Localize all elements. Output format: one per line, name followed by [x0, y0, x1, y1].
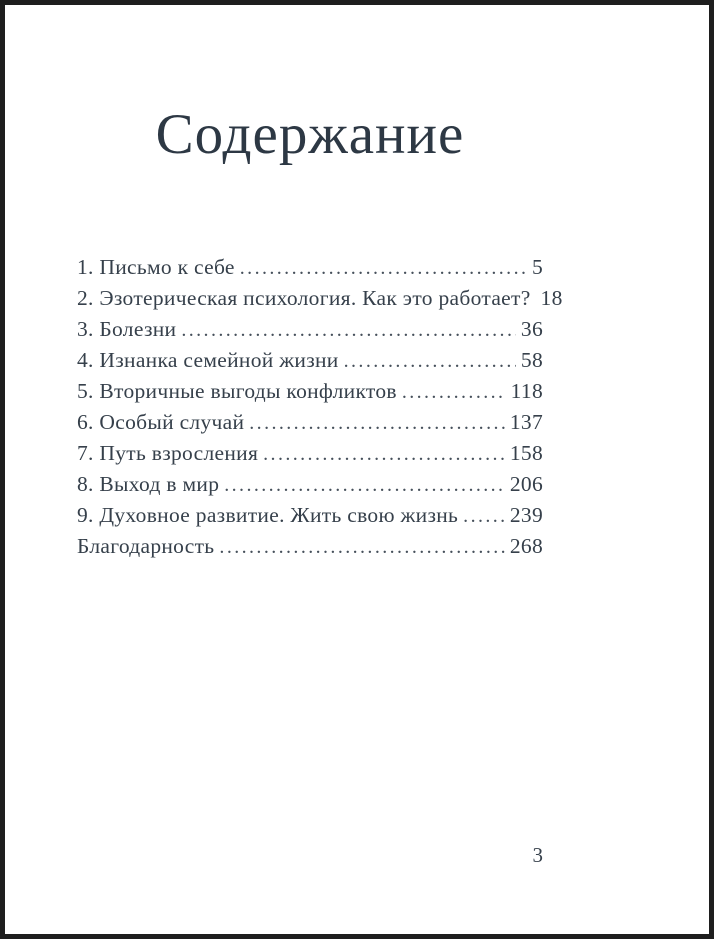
- toc-entry-label: 5. Вторичные выгоды конфликтов: [77, 379, 397, 403]
- toc-entry-label: 2. Эзотерическая психология. Как это работает?: [77, 286, 531, 310]
- toc-entry-page: 18: [540, 286, 563, 310]
- toc-row: [77, 283, 563, 314]
- toc-leader-dots: [344, 345, 516, 377]
- toc-row: [77, 500, 543, 531]
- toc-entry-label: 1. Письмо к себе: [77, 255, 235, 279]
- toc-row: [77, 438, 543, 469]
- toc-entry-label: 4. Изнанка семейной жизни: [77, 348, 339, 372]
- toc-entry-label: 6. Особый случай: [77, 410, 245, 434]
- type-block: [77, 5, 563, 562]
- toc-row: [77, 314, 543, 345]
- toc-leader-dots: [219, 531, 504, 563]
- toc-leader-dots: [263, 438, 505, 470]
- toc-entry-page: 268: [509, 534, 543, 558]
- toc-leader-dots: [463, 500, 505, 532]
- toc-entry-label: 7. Путь взросления: [77, 441, 259, 465]
- toc-row: [77, 531, 543, 562]
- toc-entry-page: 239: [509, 503, 543, 527]
- toc-entry-page: 36: [520, 317, 543, 341]
- toc-leader-dots: [224, 469, 505, 501]
- toc-leader-dots: [402, 376, 506, 408]
- page-number-folio: 3: [532, 843, 543, 867]
- toc-leader-dots: [240, 252, 527, 284]
- toc-leader-dots: [181, 314, 516, 346]
- toc-row: [77, 407, 543, 438]
- toc-entry-page: 137: [509, 410, 543, 434]
- toc-entry-page: 158: [509, 441, 543, 465]
- toc-entry-page: 206: [509, 472, 543, 496]
- toc-entry-label: 3. Болезни: [77, 317, 177, 341]
- toc-list: [77, 252, 563, 562]
- toc-leader-dots: [249, 407, 505, 439]
- toc-entry-page: 58: [520, 348, 543, 372]
- page-title: Содержание: [155, 103, 465, 166]
- toc-entry-label: 8. Выход в мир: [77, 472, 220, 496]
- toc-entry-label: 9. Духовное развитие. Жить свою жизнь: [77, 503, 459, 527]
- toc-row: [77, 376, 543, 407]
- toc-entry-page: 5: [531, 255, 543, 279]
- toc-entry-page: 118: [510, 379, 543, 403]
- toc-entry-label: Благодарность: [77, 534, 215, 558]
- toc-row: [77, 345, 543, 376]
- toc-row: [77, 469, 543, 500]
- toc-row: [77, 252, 543, 283]
